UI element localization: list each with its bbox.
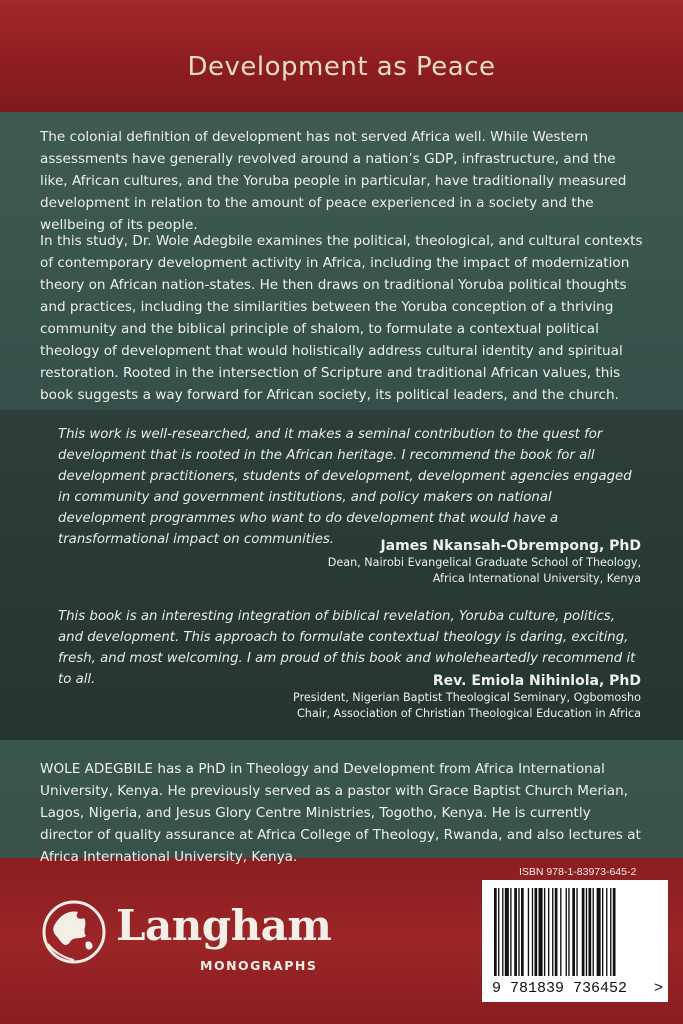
endorser-affiliation-2a: President, Nigerian Baptist Theological Seminary, Ogbomosho [293, 691, 641, 704]
barcode-bar [539, 888, 543, 976]
endorser-affiliation-1b: Africa International University, Kenya [432, 572, 641, 585]
publisher-series: MONOGRAPHS [200, 958, 318, 973]
endorsement-attribution-1 [328, 537, 641, 587]
barcode-bar [535, 888, 538, 976]
endorsement-quote-1: This work is well-researched, and it makes a seminal contribution to the quest for development that is rooted in the African heritage. I recommend the book for all development practitioners, students of development, development agencies engaged in community and government institutions, and policy makers on national development programmes who want to do development that would have a transformational impact on communities. [58, 427, 632, 547]
barcode-bar [610, 888, 611, 976]
barcode-bars [494, 888, 616, 976]
barcode-bar [498, 888, 499, 976]
publisher-name: Langham [116, 901, 332, 950]
barcode-bar [586, 888, 587, 976]
endorser-affiliation-2b: Chair, Association of Christian Theological Education in Africa [296, 707, 641, 720]
endorser-name-2: Rev. Emiola Nihinlola, PhD [432, 673, 641, 689]
barcode-number: 9 781839 736452 [492, 980, 628, 997]
barcode-bar [593, 888, 594, 976]
barcode-bar [597, 888, 601, 976]
barcode-bar [552, 888, 553, 976]
author-bio: WOLE ADEGBILE has a PhD in Theology and Development from Africa International University, Kenya. He previously served as a pastor with Grace Baptist Church Merian, Lagos, Nigeria, and Jesus Glory Centre Ministries, Togotho, Kenya. He is currently director of quality assurance at Africa College of Theology, Rwanda, and also lectures at Africa International University, Kenya. [40, 761, 641, 865]
barcode-bar [582, 888, 585, 976]
barcode-bar [505, 888, 509, 976]
barcode-bar [521, 888, 524, 976]
isbn-text: ISBN 978-1-83973-645-2 [519, 866, 637, 878]
isbn-barcode [482, 880, 668, 1002]
barcode-bar [514, 888, 517, 976]
barcode-bar [494, 888, 497, 976]
barcode-arrow: > [654, 980, 664, 997]
barcode-bar [613, 888, 616, 976]
barcode-bar [502, 888, 503, 976]
barcode-bar [560, 888, 561, 976]
barcode-bar [528, 888, 529, 976]
endorser-affiliation-1a: Dean, Nairobi Evangelical Graduate School of Theology, [327, 556, 641, 569]
barcode-bar [548, 888, 549, 976]
synopsis-paragraph-2: In this study, Dr. Wole Adegbile examines the political, theological, and cultural contexts of contemporary development activity in Africa, including the impact of modernization theory on African nation-states. He then draws on traditional Yoruba political thoughts and practices, including the similarities between the Yoruba conception of a thriving community and the biblical principle of shalom, to formulate a contextual political theology of development that would holistically address cultural identity and spiritual restoration. Rooted in the intersection of Scripture and traditional African values, this book suggests a way forward for African society, its political leaders, and the church. [40, 233, 643, 403]
barcode-bar [568, 888, 569, 976]
barcode-bar [602, 888, 603, 976]
barcode-bar [576, 888, 577, 976]
barcode-bar [532, 888, 533, 976]
barcode-bar [572, 888, 575, 976]
barcode-bar [606, 888, 607, 976]
book-title: Development as Peace [187, 52, 496, 82]
endorsement-attribution-2 [293, 672, 641, 722]
synopsis-paragraph-1: The colonial definition of development has not served Africa well. While Western assessments have generally revolved around a nation’s GDP, infrastructure, and the like, African cultures, and the Yoruba people in particular, have traditionally measured development in relation to the amount of peace experienced in a society and the wellbeing of its people. [40, 129, 627, 233]
barcode-bar [510, 888, 511, 976]
barcode-bar [555, 888, 558, 976]
barcode-bar [518, 888, 519, 976]
barcode-bar [589, 888, 592, 976]
endorser-name-1: James Nkansah-Obrempong, PhD [380, 538, 641, 554]
endorsement-quote-2: This book is an interesting integration of biblical revelation, Yoruba culture, politics, and development. This approach to formulate contextual theology is daring, exciting, fresh, and most welcoming. I am proud of this book and wholeheartedly recommend it to all. [58, 609, 636, 687]
barcode-bar [566, 888, 567, 976]
barcode-bar [544, 888, 545, 976]
globe-leaf-icon [40, 898, 108, 966]
